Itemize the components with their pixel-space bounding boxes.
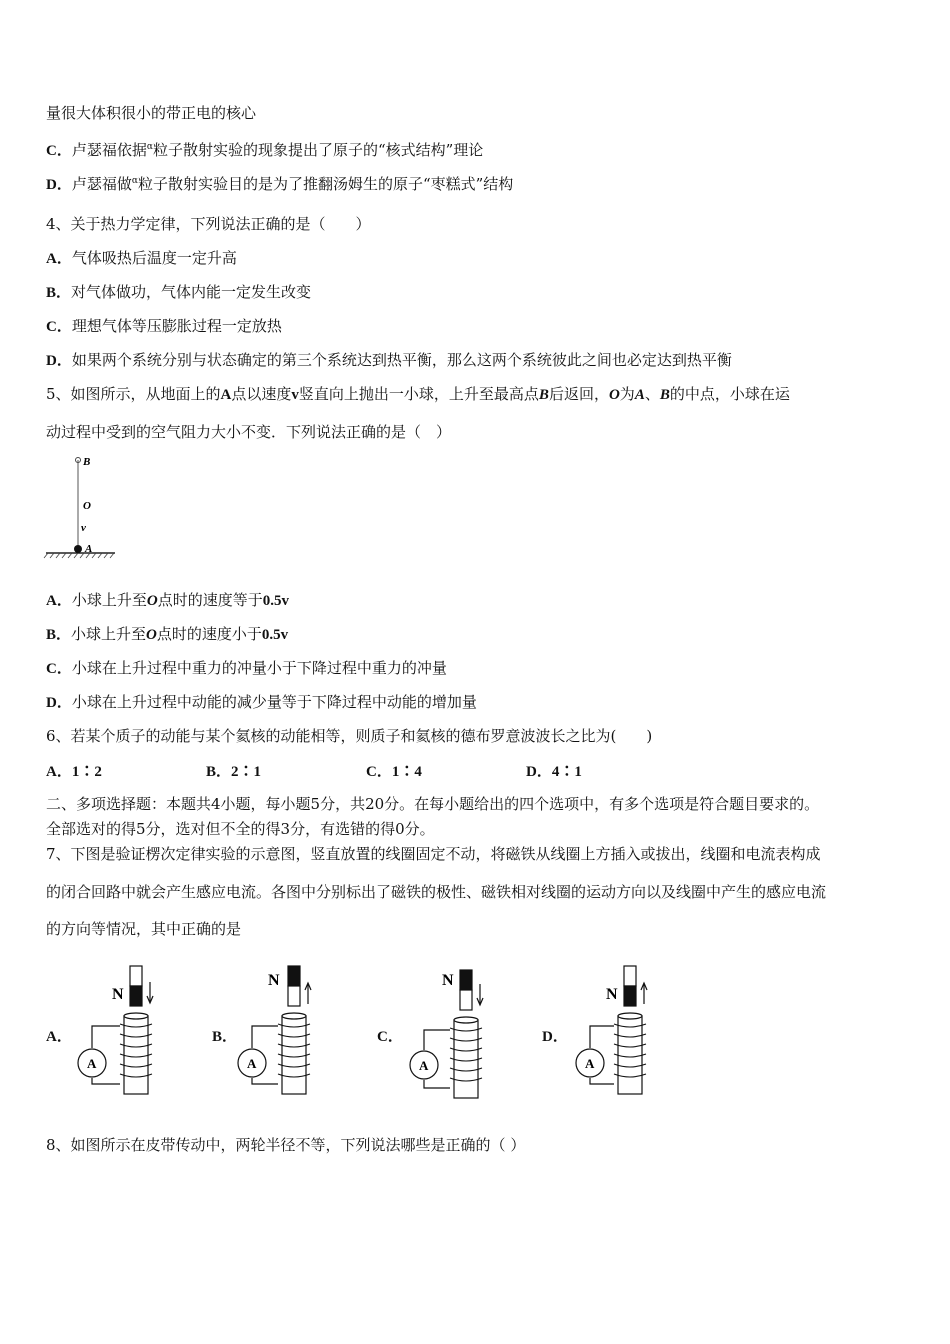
coil-tube	[454, 1020, 478, 1098]
point-o-label: O	[83, 500, 91, 512]
coil-tube	[282, 1016, 306, 1094]
q4-option-b: B．对气体做功，气体内能一定发生改变	[46, 283, 312, 301]
velocity-label: v	[81, 522, 86, 534]
q5-stem-line2: 动过程中受到的空气阻力大小不变．下列说法正确的是（ ）	[46, 423, 452, 441]
alpha-symbol: α	[131, 176, 138, 186]
q4-stem: 4、关于热力学定律，下列说法正确的是（ ）	[46, 215, 371, 233]
q5-stem-line1: 5、如图所示，从地面上的A点以速度v竖直向上抛出一小球，上升至最高点B后返回，O为A、B的中点，小球在运	[46, 385, 790, 403]
q4-option-d: D．如果两个系统分别与状态确定的第三个系统达到热平衡，那么这两个系统彼此之间也必定达到热平衡	[46, 351, 732, 369]
q3-continuation: 量很大体积很小的带正电的核心	[46, 104, 257, 122]
q5-option-b: B．小球上升至O点时的速度小于0.5v	[46, 625, 289, 643]
q4-option-c: C．理想气体等压膨胀过程一定放热	[46, 317, 282, 335]
q7-figure-b	[240, 962, 340, 1102]
magnet	[624, 986, 636, 1006]
q6-option-c: C．1∶4	[366, 764, 422, 780]
q6-option-d: D．4∶1	[526, 764, 582, 780]
point-b-label: B	[83, 456, 91, 468]
q7-stem-line1: 7、下图是验证楞次定律实验的示意图，竖直放置的线圈固定不动，将磁铁从线圈上方插入或拔出，线圈和电流表构成	[46, 845, 821, 863]
point-a-label: A	[85, 543, 93, 555]
magnet	[460, 970, 472, 990]
q5-option-a: A．小球上升至O点时的速度等于0.5v	[46, 591, 289, 609]
q6-option-b: B．2∶1	[206, 764, 262, 780]
option-label: D．	[46, 177, 72, 193]
q7-figure-d-label: D．	[542, 1029, 568, 1045]
q5-option-d: D．小球在上升过程中动能的减少量等于下降过程中动能的增加量	[46, 693, 477, 711]
svg-text:A: A	[585, 1056, 595, 1071]
alpha-symbol: α	[146, 142, 153, 152]
svg-text:A: A	[87, 1056, 97, 1071]
q6-options	[46, 760, 686, 781]
pole-label: N	[606, 986, 618, 1003]
q7-figure-b-label: B．	[212, 1029, 238, 1045]
svg-text:A: A	[419, 1058, 429, 1073]
pole-label: N	[268, 972, 280, 989]
magnet	[130, 986, 142, 1006]
q7-figure-c-label: C．	[377, 1029, 403, 1045]
q7-figure-a-label: A．	[46, 1029, 72, 1045]
q8-stem: 8、如图所示在皮带传动中，两轮半径不等，下列说法哪些是正确的（ ）	[46, 1136, 526, 1154]
q6-option-a: A．1∶2	[46, 764, 102, 780]
coil-tube	[618, 1016, 642, 1094]
q5-figure	[40, 452, 130, 562]
q7-figure-d	[578, 962, 678, 1102]
q4-option-a: A．气体吸热后温度一定升高	[46, 249, 237, 267]
q7-stem-line3: 的方向等情况，其中正确的是	[46, 920, 242, 938]
pole-label: N	[112, 986, 124, 1003]
q7-figure-a	[78, 962, 178, 1102]
section2-instructions-line1: 二、多项选择题：本题共4小题，每小题5分，共20分。在每小题给出的四个选项中，有多个选项是符合题目要求的。	[46, 795, 820, 813]
q7-figure-c	[410, 962, 510, 1104]
svg-text:A: A	[247, 1056, 257, 1071]
q3-option-d: D．卢瑟福做$^\alpha$粒子散射实验目的是为了推翻汤姆生的原子“枣糕式”结构	[46, 175, 514, 193]
ball	[74, 545, 82, 553]
q7-stem-line2: 的闭合回路中就会产生感应电流。各图中分别标出了磁铁的极性、磁铁相对线圈的运动方向以及线圈中产生的感应电流	[46, 883, 827, 901]
pole-label: N	[442, 972, 454, 989]
option-label: C．	[46, 143, 72, 159]
magnet	[288, 966, 300, 986]
q3-option-c: C．卢瑟福依据$^\alpha$粒子散射实验的现象提出了原子的“核式结构”理论	[46, 141, 484, 159]
coil-tube	[124, 1016, 148, 1094]
q5-option-c: C．小球在上升过程中重力的冲量小于下降过程中重力的冲量	[46, 659, 447, 677]
section2-instructions-line2: 全部选对的得5分，选对但不全的得3分，有选错的得0分。	[46, 820, 435, 838]
q6-stem: 6、若某个质子的动能与某个氦核的动能相等，则质子和氦核的德布罗意波波长之比为( )	[46, 727, 653, 745]
